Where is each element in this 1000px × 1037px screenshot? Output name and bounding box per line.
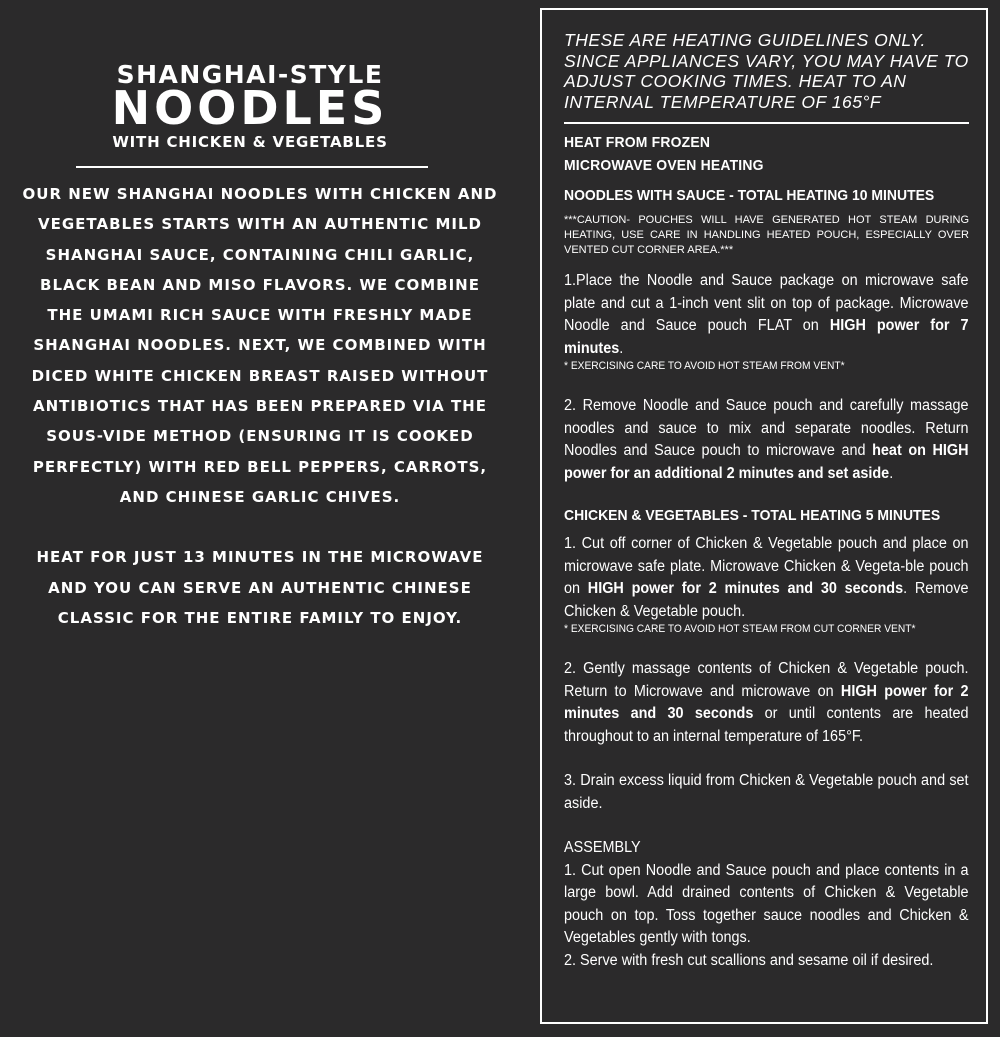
title-divider	[76, 166, 428, 168]
spacer	[564, 815, 969, 837]
spacer	[564, 373, 969, 395]
product-title-top: SHANGHAI-STYLE	[116, 60, 384, 89]
chicken-step-2	[564, 658, 969, 748]
chicken-step-3: 3. Drain excess liquid from Chicken & Vegetable pouch and set aside.	[564, 772, 969, 812]
description-paragraph-1: OUR NEW SHANGHAI NOODLES WITH CHICKEN AND VEGETABLES STARTS WITH AN AUTHENTIC MILD SHANGHAI SAUCE, CONTAINING CHILI GARLIC, BLACK BEAN AND MISO FLAVORS. WE COMBINE THE UMAMI RICH SAUCE WITH FRESHLY MADE SHANGHAI NOODLES. NEXT, WE COMBINED WITH DICED WHITE CHICKEN BREAST RAISED WITHOUT ANTIBIOTICS THAT HAS BEEN PREPARED VIA THE SOUS-VIDE METHOD (ENSURING IT IS COOKED PERFECTLY) WITH RED BELL PEPPERS, CARROTS, AND CHINESE GARLIC CHIVES.	[22, 185, 498, 506]
product-description	[20, 179, 500, 633]
caution-note: ***CAUTION- POUCHES WILL HAVE GENERATED HOT STEAM DURING HEATING, USE CARE IN HANDLING HEATED POUCH, ESPECIALLY OVER VENTED CUT CORNER AREA.***	[564, 214, 969, 256]
assembly-step-1: 1. Cut open Noodle and Sauce pouch and place contents in a large bowl. Add drained contents of Chicken & Vegetable pouch on top. Toss together sauce noodles and Chicken & Vegetables gently with tongs.	[564, 861, 969, 946]
noodles-step-2	[564, 395, 969, 485]
product-title-main: NOODLES	[111, 81, 389, 135]
step-emphasis: HIGH power for 2 minutes and 30 seconds	[564, 682, 969, 722]
step-text: 1. Cut off corner of Chicken & Vegetable pouch and place on microwave safe plate. Microwave Chicken & Vegeta-ble pouch on	[564, 535, 969, 597]
step-text-end: .	[889, 464, 894, 482]
step-text-end: . Remove Chicken & Vegetable pouch.	[564, 580, 969, 620]
spacer	[564, 485, 969, 497]
step-emphasis: HIGH power for 7 minutes	[564, 317, 969, 357]
step-emphasis: HIGH power for 2 minutes and 30 seconds	[587, 580, 904, 597]
chicken-step-1	[564, 533, 969, 623]
step-text: 1.Place the Noodle and Sauce package on microwave safe plate and cut a 1-inch vent slit on top of package. Microwave Noodle and Sauce pouch FLAT on	[564, 272, 969, 334]
instructions-divider	[564, 122, 969, 124]
assembly-heading: ASSEMBLY	[564, 839, 641, 856]
spacer	[564, 636, 969, 658]
spacer	[564, 748, 969, 770]
assembly-step-2: 2. Serve with fresh cut scallions and sesame oil if desired.	[564, 951, 934, 969]
heating-instructions	[564, 30, 969, 972]
step-emphasis: heat on HIGH power for an additional 2 minutes and set aside	[564, 442, 969, 482]
heat-from-heading: HEAT FROM FROZEN	[564, 134, 711, 151]
noodles-step-1-note: * EXERCISING CARE TO AVOID HOT STEAM FROM VENT*	[564, 360, 845, 372]
step-text-end: or until contents are heated throughout to an internal temperature of 165°F.	[564, 705, 969, 745]
heating-guideline-note: THESE ARE HEATING GUIDELINES ONLY. SINCE APPLIANCES VARY, YOU MAY HAVE TO ADJUST COOKING TIMES. HEAT TO AN INTERNAL TEMPERATURE OF 165°F	[564, 30, 969, 112]
step-text: 2. Remove Noodle and Sauce pouch and carefully massage noodles and sauce to mix and separate noodles. Return Noodles and Sauce pouch to microwave and	[564, 397, 969, 459]
step-text: 2. Gently massage contents of Chicken & Vegetable pouch. Return to Microwave and microwave on	[564, 660, 969, 700]
description-paragraph-2: HEAT FOR JUST 13 MINUTES IN THE MICROWAVE AND YOU CAN SERVE AN AUTHENTIC CHINESE CLASSIC FOR THE ENTIRE FAMILY TO ENJOY.	[36, 548, 484, 627]
method-heading: MICROWAVE OVEN HEATING	[564, 156, 764, 174]
step-text-end: .	[619, 339, 624, 357]
chicken-heading: CHICKEN & VEGETABLES - TOTAL HEATING 5 MINUTES	[564, 507, 941, 524]
product-title-sub: WITH CHICKEN & VEGETABLES	[112, 133, 388, 151]
chicken-step-1-note: * EXERCISING CARE TO AVOID HOT STEAM FROM CUT CORNER VENT*	[564, 623, 916, 635]
noodles-heading: NOODLES WITH SAUCE - TOTAL HEATING 10 MINUTES	[564, 187, 935, 204]
noodles-step-1	[564, 270, 969, 360]
